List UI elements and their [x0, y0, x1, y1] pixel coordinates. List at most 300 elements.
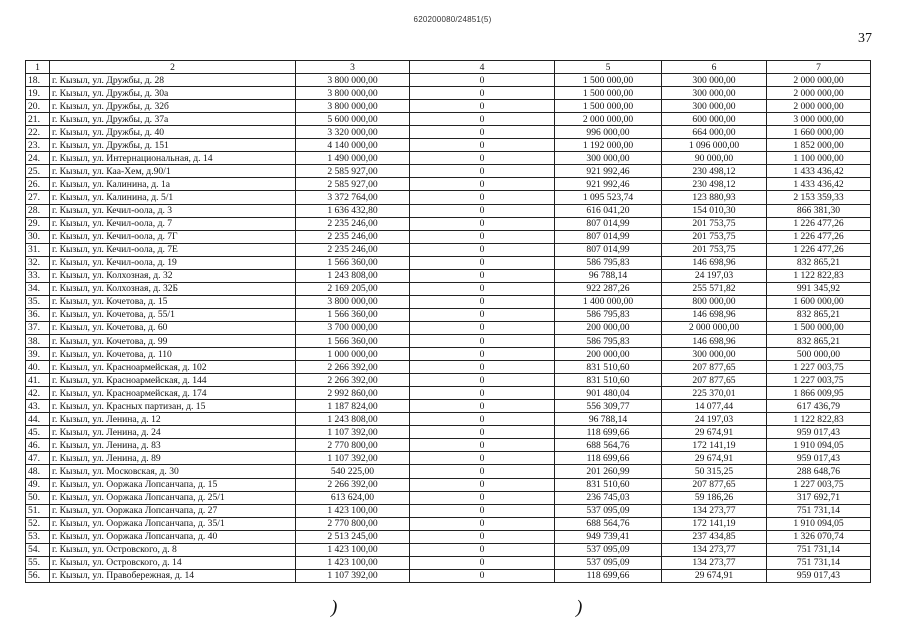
table-cell: 201 753,75 — [662, 243, 767, 256]
table-cell: 1 107 392,00 — [296, 569, 410, 582]
table-cell: 25. — [26, 165, 50, 178]
table-cell: 2 153 359,33 — [767, 191, 871, 204]
table-cell: 31. — [26, 243, 50, 256]
table-cell: 288 648,76 — [767, 465, 871, 478]
table-cell: 0 — [410, 361, 555, 374]
table-cell: 0 — [410, 400, 555, 413]
table-cell: 43. — [26, 400, 50, 413]
table-cell: 201 753,75 — [662, 217, 767, 230]
table-cell: г. Кызыл, ул. Калинина, д. 1а — [50, 178, 296, 191]
table-cell: 2 266 392,00 — [296, 361, 410, 374]
table-cell: г. Кызыл, ул. Ооржака Лопсанчапа, д. 25/1 — [50, 491, 296, 504]
table-cell: г. Кызыл, ул. Ленина, д. 83 — [50, 439, 296, 452]
table-cell: 688 564,76 — [555, 439, 662, 452]
table-cell: 540 225,00 — [296, 465, 410, 478]
table-cell: 19. — [26, 87, 50, 100]
table-row — [26, 426, 871, 439]
table-cell: 2 000 000,00 — [767, 100, 871, 113]
table-cell: 3 800 000,00 — [296, 100, 410, 113]
table-cell: 1 400 000,00 — [555, 295, 662, 308]
table-cell: 922 287,26 — [555, 282, 662, 295]
table-cell: 38. — [26, 334, 50, 347]
table-cell: 1 500 000,00 — [555, 87, 662, 100]
table-cell: 0 — [410, 230, 555, 243]
table-cell: 1 866 009,95 — [767, 387, 871, 400]
table-row — [26, 530, 871, 543]
table-cell: 1 433 436,42 — [767, 178, 871, 191]
column-header: 7 — [767, 61, 871, 74]
table-cell: г. Кызыл, ул. Ооржака Лопсанчапа, д. 15 — [50, 478, 296, 491]
table-cell: 800 000,00 — [662, 295, 767, 308]
table-cell: 44. — [26, 413, 50, 426]
table-cell: 33. — [26, 269, 50, 282]
table-cell: г. Кызыл, ул. Кечил-оола, д. 7Е — [50, 243, 296, 256]
table-cell: 2 513 245,00 — [296, 530, 410, 543]
table-cell: 0 — [410, 452, 555, 465]
table-cell: 1 423 100,00 — [296, 543, 410, 556]
table-row — [26, 230, 871, 243]
table-cell: 1 122 822,83 — [767, 269, 871, 282]
table-cell: г. Кызыл, ул. Дружбы, д. 151 — [50, 139, 296, 152]
table-cell: 0 — [410, 295, 555, 308]
table-cell: 831 510,60 — [555, 478, 662, 491]
table-cell: 14 077,44 — [662, 400, 767, 413]
table-cell: 1 500 000,00 — [555, 100, 662, 113]
table-cell: 55. — [26, 556, 50, 569]
table-cell: 0 — [410, 282, 555, 295]
table-cell: 32. — [26, 256, 50, 269]
table-cell: 0 — [410, 269, 555, 282]
table-cell: 230 498,12 — [662, 165, 767, 178]
table-cell: г. Кызыл, ул. Колхозная, д. 32 — [50, 269, 296, 282]
table-cell: 0 — [410, 465, 555, 478]
table-cell: г. Кызыл, ул. Красноармейская, д. 102 — [50, 361, 296, 374]
table-cell: 154 010,30 — [662, 204, 767, 217]
table-cell: 29 674,91 — [662, 569, 767, 582]
table-cell: г. Кызыл, ул. Дружбы, д. 28 — [50, 74, 296, 87]
table-body — [26, 74, 871, 583]
table-cell: 146 698,96 — [662, 334, 767, 347]
table-cell: г. Кызыл, ул. Дружбы, д. 30а — [50, 87, 296, 100]
table-cell: 118 699,66 — [555, 426, 662, 439]
table-cell: 0 — [410, 348, 555, 361]
table-cell: 866 381,30 — [767, 204, 871, 217]
column-header: 2 — [50, 61, 296, 74]
table-cell: 207 877,65 — [662, 374, 767, 387]
table-row — [26, 256, 871, 269]
table-cell: г. Кызыл, ул. Интернациональная, д. 14 — [50, 152, 296, 165]
table-cell: г. Кызыл, ул. Кечил-оола, д. 19 — [50, 256, 296, 269]
table-cell: 0 — [410, 126, 555, 139]
table-cell: 959 017,43 — [767, 569, 871, 582]
table-cell: 0 — [410, 100, 555, 113]
table-cell: 1 122 822,83 — [767, 413, 871, 426]
table-cell: 237 434,85 — [662, 530, 767, 543]
table-cell: 54. — [26, 543, 50, 556]
table-row — [26, 243, 871, 256]
table-cell: 1 226 477,26 — [767, 230, 871, 243]
table-cell: 300 000,00 — [662, 74, 767, 87]
table-cell: 2 169 205,00 — [296, 282, 410, 295]
table-cell: 0 — [410, 387, 555, 400]
table-cell: 2 235 246,00 — [296, 243, 410, 256]
table-cell: 2 992 860,00 — [296, 387, 410, 400]
table-cell: 832 865,21 — [767, 334, 871, 347]
table-cell: г. Кызыл, ул. Дружбы, д. 32б — [50, 100, 296, 113]
table-cell: 0 — [410, 204, 555, 217]
table-cell: 46. — [26, 439, 50, 452]
table-cell: 0 — [410, 491, 555, 504]
table-cell: 2 266 392,00 — [296, 374, 410, 387]
table-cell: 30. — [26, 230, 50, 243]
table-row — [26, 348, 871, 361]
table-cell: г. Кызыл, ул. Калинина, д. 5/1 — [50, 191, 296, 204]
table-cell: г. Кызыл, ул. Кочетова, д. 15 — [50, 295, 296, 308]
table-cell: 172 141,19 — [662, 517, 767, 530]
table-cell: 26. — [26, 178, 50, 191]
table-cell: 537 095,09 — [555, 504, 662, 517]
table-cell: г. Кызыл, ул. Московская, д. 30 — [50, 465, 296, 478]
table-cell: 1 227 003,75 — [767, 361, 871, 374]
table-cell: 0 — [410, 556, 555, 569]
table-cell: 537 095,09 — [555, 556, 662, 569]
table-cell: г. Кызыл, ул. Дружбы, д. 40 — [50, 126, 296, 139]
table-cell: 1 566 360,00 — [296, 308, 410, 321]
table-cell: 29. — [26, 217, 50, 230]
table-cell: 831 510,60 — [555, 361, 662, 374]
table-cell: 0 — [410, 165, 555, 178]
table-cell: 22. — [26, 126, 50, 139]
table-cell: 0 — [410, 439, 555, 452]
table-cell: г. Кызыл, ул. Ооржака Лопсанчапа, д. 35/1 — [50, 517, 296, 530]
table-cell: г. Кызыл, ул. Кечил-оола, д. 7Г — [50, 230, 296, 243]
table-cell: 300 000,00 — [662, 100, 767, 113]
table-cell: 255 571,82 — [662, 282, 767, 295]
table-cell: 3 700 000,00 — [296, 321, 410, 334]
table-cell: 3 800 000,00 — [296, 87, 410, 100]
table-cell: 1 600 000,00 — [767, 295, 871, 308]
table-cell: 56. — [26, 569, 50, 582]
table-cell: 0 — [410, 243, 555, 256]
table-row — [26, 269, 871, 282]
table-row — [26, 100, 871, 113]
table-cell: 0 — [410, 504, 555, 517]
table-cell: 751 731,14 — [767, 543, 871, 556]
table-cell: 0 — [410, 426, 555, 439]
table-cell: 2 585 927,00 — [296, 178, 410, 191]
table-row — [26, 165, 871, 178]
table-cell: 59 186,26 — [662, 491, 767, 504]
table-cell: 901 480,04 — [555, 387, 662, 400]
table-cell: 18. — [26, 74, 50, 87]
table-cell: 613 624,00 — [296, 491, 410, 504]
table-cell: г. Кызыл, ул. Каа-Хем, д.90/1 — [50, 165, 296, 178]
table-row — [26, 517, 871, 530]
table-cell: 201 260,99 — [555, 465, 662, 478]
table-cell: 3 000 000,00 — [767, 113, 871, 126]
table-row — [26, 387, 871, 400]
table-cell: 134 273,77 — [662, 543, 767, 556]
table-cell: 2 235 246,00 — [296, 217, 410, 230]
table-cell: г. Кызыл, ул. Ооржака Лопсанчапа, д. 27 — [50, 504, 296, 517]
table-row — [26, 178, 871, 191]
table-cell: 53. — [26, 530, 50, 543]
table-cell: 1 500 000,00 — [555, 74, 662, 87]
table-cell: 0 — [410, 256, 555, 269]
table-row — [26, 126, 871, 139]
table-cell: 51. — [26, 504, 50, 517]
table-cell: 200 000,00 — [555, 321, 662, 334]
table-cell: 0 — [410, 530, 555, 543]
table-row — [26, 308, 871, 321]
table-cell: 1 423 100,00 — [296, 556, 410, 569]
table-cell: 2 770 800,00 — [296, 517, 410, 530]
table-cell: 664 000,00 — [662, 126, 767, 139]
table-cell: г. Кызыл, ул. Красноармейская, д. 174 — [50, 387, 296, 400]
table-row — [26, 152, 871, 165]
table-cell: 586 795,83 — [555, 256, 662, 269]
table-cell: 0 — [410, 217, 555, 230]
table-cell: 40. — [26, 361, 50, 374]
table-cell: 300 000,00 — [662, 87, 767, 100]
table-cell: 96 788,14 — [555, 269, 662, 282]
table-cell: 1 096 000,00 — [662, 139, 767, 152]
table-cell: 991 345,92 — [767, 282, 871, 295]
table-cell: 616 041,20 — [555, 204, 662, 217]
table-cell: 0 — [410, 113, 555, 126]
header-row — [26, 61, 871, 74]
table-cell: 832 865,21 — [767, 256, 871, 269]
table-cell: 831 510,60 — [555, 374, 662, 387]
table-cell: 0 — [410, 478, 555, 491]
page-number: 37 — [858, 31, 872, 46]
table-cell: 1 107 392,00 — [296, 426, 410, 439]
table-cell: 500 000,00 — [767, 348, 871, 361]
table-cell: 921 992,46 — [555, 178, 662, 191]
table-cell: 0 — [410, 374, 555, 387]
table-cell: 1 107 392,00 — [296, 452, 410, 465]
table-cell: 0 — [410, 569, 555, 582]
table-cell: 0 — [410, 321, 555, 334]
table-cell: 0 — [410, 87, 555, 100]
table-cell: г. Кызыл, ул. Ленина, д. 24 — [50, 426, 296, 439]
table-cell: г. Кызыл, ул. Кочетова, д. 55/1 — [50, 308, 296, 321]
table-cell: 2 585 927,00 — [296, 165, 410, 178]
table-row — [26, 374, 871, 387]
table-cell: г. Кызыл, ул. Ооржака Лопсанчапа, д. 40 — [50, 530, 296, 543]
table-cell: 1 423 100,00 — [296, 504, 410, 517]
table-cell: 50 315,25 — [662, 465, 767, 478]
table-cell: г. Кызыл, ул. Правобережная, д. 14 — [50, 569, 296, 582]
table-cell: 807 014,99 — [555, 230, 662, 243]
table-row — [26, 295, 871, 308]
table-cell: 1 500 000,00 — [767, 321, 871, 334]
table-cell: 37. — [26, 321, 50, 334]
table-cell: 0 — [410, 191, 555, 204]
document-code: 620200080/24851(5) — [413, 15, 492, 24]
table-cell: 39. — [26, 348, 50, 361]
table-cell: 52. — [26, 517, 50, 530]
table-cell: 3 372 764,00 — [296, 191, 410, 204]
table-cell: 300 000,00 — [555, 152, 662, 165]
table-row — [26, 282, 871, 295]
column-header: 3 — [296, 61, 410, 74]
table-row — [26, 204, 871, 217]
table-cell: 0 — [410, 308, 555, 321]
table-row — [26, 321, 871, 334]
table-cell: 1 566 360,00 — [296, 334, 410, 347]
table-cell: 807 014,99 — [555, 217, 662, 230]
table-row — [26, 217, 871, 230]
table-cell: 96 788,14 — [555, 413, 662, 426]
table-cell: 20. — [26, 100, 50, 113]
table-cell: г. Кызыл, ул. Кочетова, д. 110 — [50, 348, 296, 361]
table-cell: 1 636 432,80 — [296, 204, 410, 217]
table-cell: 537 095,09 — [555, 543, 662, 556]
table-cell: 24 197,03 — [662, 413, 767, 426]
table-row — [26, 74, 871, 87]
table-cell: 21. — [26, 113, 50, 126]
table-row — [26, 139, 871, 152]
table-row — [26, 413, 871, 426]
table-cell: г. Кызыл, ул. Ленина, д. 89 — [50, 452, 296, 465]
table-cell: 201 753,75 — [662, 230, 767, 243]
table-cell: 2 000 000,00 — [662, 321, 767, 334]
table-cell: 1 000 000,00 — [296, 348, 410, 361]
table-cell: 617 436,79 — [767, 400, 871, 413]
table-cell: 1 227 003,75 — [767, 374, 871, 387]
table-cell: 34. — [26, 282, 50, 295]
table-cell: 0 — [410, 413, 555, 426]
table-row — [26, 439, 871, 452]
table-cell: 23. — [26, 139, 50, 152]
table-row — [26, 491, 871, 504]
table-cell: 1 490 000,00 — [296, 152, 410, 165]
table-row — [26, 87, 871, 100]
table-cell: 207 877,65 — [662, 478, 767, 491]
table-row — [26, 361, 871, 374]
table-cell: 751 731,14 — [767, 504, 871, 517]
table-cell: 317 692,71 — [767, 491, 871, 504]
table-cell: 832 865,21 — [767, 308, 871, 321]
table-cell: 118 699,66 — [555, 569, 662, 582]
table-cell: 35. — [26, 295, 50, 308]
table-cell: 24 197,03 — [662, 269, 767, 282]
table-cell: 1 910 094,05 — [767, 517, 871, 530]
table-cell: 1 095 523,74 — [555, 191, 662, 204]
table-cell: 949 739,41 — [555, 530, 662, 543]
column-header: 6 — [662, 61, 767, 74]
table-cell: 300 000,00 — [662, 348, 767, 361]
table-cell: 1 226 477,26 — [767, 243, 871, 256]
table-cell: 2 000 000,00 — [767, 87, 871, 100]
table-cell: 29 674,91 — [662, 452, 767, 465]
table-cell: 28. — [26, 204, 50, 217]
column-header: 5 — [555, 61, 662, 74]
table-cell: 49. — [26, 478, 50, 491]
table-cell: г. Кызыл, ул. Кочетова, д. 60 — [50, 321, 296, 334]
table-cell: 1 326 070,74 — [767, 530, 871, 543]
table-row — [26, 191, 871, 204]
table-cell: 0 — [410, 74, 555, 87]
table-cell: 807 014,99 — [555, 243, 662, 256]
table-cell: 0 — [410, 139, 555, 152]
table-cell: г. Кызыл, ул. Кочетова, д. 99 — [50, 334, 296, 347]
table-cell: 1 226 477,26 — [767, 217, 871, 230]
table-cell: 959 017,43 — [767, 426, 871, 439]
table-cell: 134 273,77 — [662, 556, 767, 569]
table-row — [26, 478, 871, 491]
column-header: 1 — [26, 61, 50, 74]
table-cell: 1 243 808,00 — [296, 269, 410, 282]
table-cell: 2 000 000,00 — [555, 113, 662, 126]
table-cell: 751 731,14 — [767, 556, 871, 569]
handwritten-mark: ) — [576, 597, 583, 618]
table-cell: 2 770 800,00 — [296, 439, 410, 452]
table-cell: 123 880,93 — [662, 191, 767, 204]
table-cell: 921 992,46 — [555, 165, 662, 178]
table-cell: 207 877,65 — [662, 361, 767, 374]
table-cell: 3 800 000,00 — [296, 74, 410, 87]
table-cell: 2 235 246,00 — [296, 230, 410, 243]
table-cell: 5 600 000,00 — [296, 113, 410, 126]
table-row — [26, 465, 871, 478]
column-header: 4 — [410, 61, 555, 74]
table-cell: 230 498,12 — [662, 178, 767, 191]
table-cell: 586 795,83 — [555, 334, 662, 347]
table-cell: г. Кызыл, ул. Кечил-оола, д. 3 — [50, 204, 296, 217]
table-cell: 1 192 000,00 — [555, 139, 662, 152]
table-cell: 200 000,00 — [555, 348, 662, 361]
table-cell: г. Кызыл, ул. Колхозная, д. 32Б — [50, 282, 296, 295]
table-cell: 146 698,96 — [662, 308, 767, 321]
table-cell: 90 000,00 — [662, 152, 767, 165]
table-row — [26, 543, 871, 556]
table-row — [26, 113, 871, 126]
table-cell: 236 745,03 — [555, 491, 662, 504]
table-cell: 0 — [410, 178, 555, 191]
table-cell: 2 266 392,00 — [296, 478, 410, 491]
table-cell: 47. — [26, 452, 50, 465]
table-cell: г. Кызыл, ул. Ленина, д. 12 — [50, 413, 296, 426]
table-cell: 600 000,00 — [662, 113, 767, 126]
table-cell: 0 — [410, 334, 555, 347]
table-row — [26, 569, 871, 582]
table-cell: 3 800 000,00 — [296, 295, 410, 308]
table-cell: 0 — [410, 152, 555, 165]
table-row — [26, 556, 871, 569]
table-cell: 50. — [26, 491, 50, 504]
table-cell: 1 433 436,42 — [767, 165, 871, 178]
table-cell: 134 273,77 — [662, 504, 767, 517]
table-cell: 586 795,83 — [555, 308, 662, 321]
table-cell: 1 566 360,00 — [296, 256, 410, 269]
table-cell: г. Кызыл, ул. Красноармейская, д. 144 — [50, 374, 296, 387]
table-cell: г. Кызыл, ул. Красных партизан, д. 15 — [50, 400, 296, 413]
table-cell: 41. — [26, 374, 50, 387]
table-cell: 996 000,00 — [555, 126, 662, 139]
table-cell: 146 698,96 — [662, 256, 767, 269]
table-cell: 556 309,77 — [555, 400, 662, 413]
table-cell: 118 699,66 — [555, 452, 662, 465]
table-cell: 2 000 000,00 — [767, 74, 871, 87]
table-cell: 1 100 000,00 — [767, 152, 871, 165]
table-row — [26, 452, 871, 465]
table-cell: 4 140 000,00 — [296, 139, 410, 152]
table-cell: 959 017,43 — [767, 452, 871, 465]
table-cell: 27. — [26, 191, 50, 204]
table-row — [26, 334, 871, 347]
